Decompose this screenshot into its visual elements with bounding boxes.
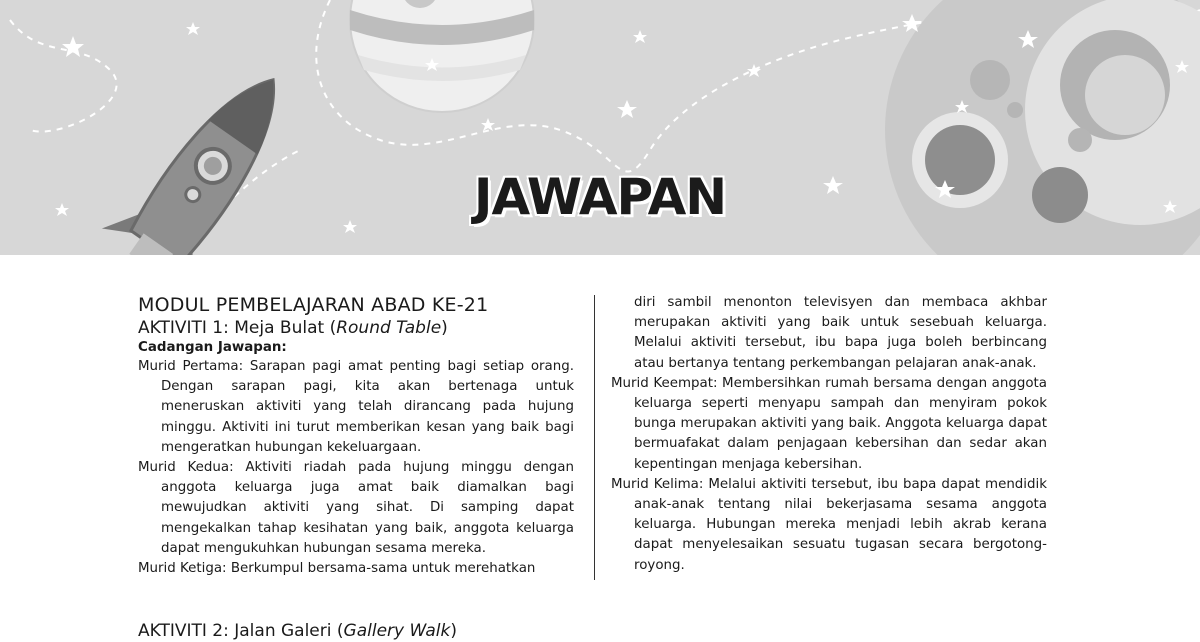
- star-icon: [186, 22, 200, 35]
- answer-paragraph: Murid Ketiga: Berkumpul bersama-sama untuk merehatkan: [138, 561, 536, 577]
- star-icon: [481, 118, 495, 131]
- next-activity-title: [138, 620, 457, 642]
- next-activity-title-prefix: AKTIVITI 2: Jalan Galeri (: [138, 621, 344, 641]
- column-divider: [594, 295, 595, 580]
- left-column: [138, 293, 574, 579]
- activity-title-prefix: AKTIVITI 1: Meja Bulat (: [138, 318, 337, 338]
- module-title: MODUL PEMBELAJARAN ABAD KE-21: [138, 294, 489, 316]
- star-icon: [62, 36, 84, 57]
- activity-title-italic: Round Table: [336, 318, 442, 338]
- next-activity-title-suffix: ): [450, 621, 457, 641]
- answer-paragraph: Murid Kelima: Melalui aktiviti tersebut, ibu bapa dapat mendidik anak-anak tentang nilai bekerjasama sesama anggota keluarga. Hubungan mereka menjadi lebih akrab kerana dapat menyelesaikan sesuatu tugasan secara bergotong-royong.: [611, 476, 1047, 573]
- answer-paragraph: Murid Keempat: Membersihkan rumah bersama dengan anggota keluarga seperti menyapu sampah dan menyiram pokok bunga merupakan aktiviti yang baik. Anggota keluarga dapat bermuafakat dalam penjagaan kebersihan dan sedar akan kepentingan menjaga kebersihan.: [611, 375, 1047, 472]
- page-title: JAWAPAN: [473, 168, 727, 226]
- star-icon: [633, 30, 647, 43]
- banner: [0, 0, 1200, 255]
- planet-icon: [350, 0, 534, 112]
- activity-title-suffix: ): [441, 318, 448, 338]
- answer-paragraph: Murid Kedua: Aktiviti riadah pada hujung minggu dengan anggota keluarga juga amat baik diamalkan bagi mewujudkan aktiviti yang sihat. Di samping dapat mengekalkan tahap kesihatan yang baik, anggota keluarga dapat mengukuhkan hubungan sesama mereka.: [138, 460, 574, 556]
- next-activity-title-italic: Gallery Walk: [343, 621, 451, 641]
- activity-title: [138, 317, 574, 339]
- answer-continuation: diri sambil menonton televisyen dan membaca akhbar merupakan aktiviti yang baik untuk sesebuah keluarga. Melalui aktiviti tersebut, ibu bapa juga boleh berbincang atau bertanya tentang perkembangan pelajaran anak-anak.: [634, 295, 1047, 371]
- star-icon: [617, 100, 637, 118]
- star-icon: [747, 64, 761, 77]
- suggested-answers-label: Cadangan Jawapan:: [138, 340, 287, 355]
- dashed-trail-left: [10, 20, 117, 132]
- right-column: [611, 293, 1047, 576]
- answer-paragraph: Murid Pertama: Sarapan pagi amat penting bagi setiap orang. Dengan sarapan pagi, kita akan bertenaga untuk meneruskan aktiviti yang telah dirancang pada hujung minggu. Aktiviti ini turut memberikan kesan yang baik bagi mengeratkan hubungan kekeluargaan.: [138, 359, 574, 455]
